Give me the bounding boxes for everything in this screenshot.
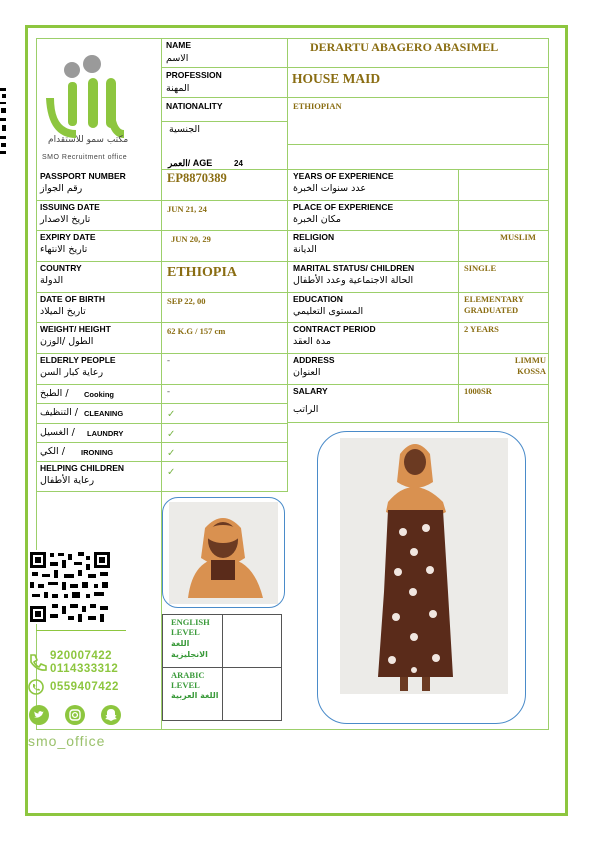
right-label-ar: العنوان — [293, 367, 321, 378]
logo-brand-arabic: مكتب سمو للاستقدام — [48, 135, 129, 145]
left-value-cell — [162, 354, 288, 385]
left-label-ar: رعاية الأطفال — [40, 475, 95, 486]
snapchat-icon[interactable] — [100, 704, 122, 726]
left-label-ar: الطول /الوزن — [40, 336, 94, 347]
left-label-ar: تاريخ الميلاد — [40, 306, 86, 317]
left-label-ar: رقم الجواز — [40, 183, 83, 194]
left-value-cell — [162, 424, 288, 443]
left-value: 62 K.G / 157 cm — [167, 326, 226, 336]
profession-label: PROFESSION — [166, 70, 222, 80]
left-value: ✓ — [167, 448, 176, 459]
right-value-cell — [459, 170, 549, 201]
instagram-icon[interactable] — [64, 704, 86, 726]
right-label-ar: الحالة الاجتماعية وعدد الأطفال — [293, 275, 414, 286]
profession-value: HOUSE MAID — [292, 71, 381, 86]
left-value-cell — [162, 462, 288, 492]
right-value: 1000SR — [464, 386, 492, 396]
right-label-ar: المستوى التعليمي — [293, 306, 364, 317]
age-value: 24 — [234, 159, 243, 168]
right-value: ELEMENTARY GRADUATED — [464, 294, 524, 315]
left-label-ar: تاريخ الانتهاء — [40, 244, 88, 255]
left-value: - — [167, 355, 170, 365]
right-label-ar: الراتب — [293, 404, 319, 415]
left-label-ar: تاريخ الاصدار — [40, 214, 91, 225]
whatsapp-number: 0559407422 — [50, 681, 119, 693]
left-label: COUNTRY — [40, 263, 82, 273]
left-label: ELDERLY PEOPLE — [40, 355, 116, 365]
left-value: SEP 22, 00 — [167, 296, 206, 306]
left-label: PASSPORT NUMBER — [40, 171, 126, 181]
nationality-label-ar: الجنسية — [169, 124, 200, 135]
left-label-ar: الغسيل / — [40, 427, 75, 438]
arabic-level-label: ARABIC LEVEL — [171, 670, 205, 690]
name-value: DERARTU ABAGERO ABASIMEL — [310, 40, 499, 54]
left-label-ar: رعاية كبار السن — [40, 367, 104, 378]
right-label: RELIGION — [293, 232, 335, 242]
left-value-cell — [162, 443, 288, 462]
right-label-ar: مدة العقد — [293, 336, 331, 347]
left-value: ✓ — [167, 467, 176, 478]
qr-code-icon — [28, 550, 112, 624]
social-handle[interactable]: smo_office — [28, 733, 106, 749]
left-value: JUN 20, 29 — [171, 234, 211, 244]
header-blank-cell — [288, 145, 549, 170]
logo-mark-icon — [36, 38, 162, 170]
right-label: EDUCATION — [293, 294, 343, 304]
right-label: MARITAL STATUS/ CHILDREN — [293, 263, 415, 273]
nationality-value: ETHIOPIAN — [293, 101, 342, 111]
logo-brand-english: SMO Recruitment office — [42, 154, 128, 161]
left-label-ar: الدولة — [40, 275, 64, 286]
whatsapp-icon — [27, 678, 45, 696]
arabic-level-label-ar: اللغة العربية — [171, 691, 219, 700]
left-label: WEIGHT/ HEIGHT — [40, 324, 111, 334]
left-value-cell — [162, 385, 288, 404]
phone-number-2: 0114333312 — [50, 663, 119, 675]
right-label: CONTRACT PERIOD — [293, 324, 376, 334]
nationality-label: NATIONALITY — [166, 101, 223, 111]
portrait-photo-frame — [162, 497, 285, 608]
twitter-icon[interactable] — [28, 704, 50, 726]
name-label: NAME — [166, 40, 192, 50]
right-value: LIMMU KOSSA — [514, 355, 546, 376]
right-label: SALARY — [293, 386, 328, 396]
left-value: EP8870389 — [167, 171, 227, 185]
right-label-ar: مكان الخبرة — [293, 214, 341, 225]
left-value: - — [167, 386, 170, 396]
profession-label-ar: المهنة — [166, 83, 190, 94]
right-value: 2 YEARS — [464, 324, 499, 334]
left-value-cell — [162, 404, 288, 424]
right-label-ar: الديانة — [293, 244, 317, 255]
left-value: ✓ — [167, 429, 176, 440]
right-label: ADDRESS — [293, 355, 335, 365]
left-value: JUN 21, 24 — [167, 204, 207, 214]
right-label: PLACE OF EXPERIENCE — [293, 202, 394, 212]
phone-number-1: 920007422 — [50, 650, 113, 662]
left-label: Cooking — [84, 390, 114, 399]
left-label: DATE OF BIRTH — [40, 294, 106, 304]
left-label: ISSUING DATE — [40, 202, 100, 212]
green-divider — [36, 630, 126, 631]
side-vertical-marks — [0, 88, 8, 158]
left-label: CLEANING — [84, 409, 124, 418]
right-value: MUSLIM — [500, 232, 536, 242]
left-label-ar: الكي / — [40, 446, 65, 457]
left-label: LAUNDRY — [87, 429, 124, 438]
left-label: EXPIRY DATE — [40, 232, 96, 242]
right-label-ar: عدد سنوات الخبرة — [293, 183, 366, 194]
age-label: العمر/ AGE — [168, 158, 213, 168]
left-label-ar: التنظيف / — [40, 407, 78, 418]
phone-icon — [27, 652, 47, 672]
english-level-label: ENGLISH LEVEL — [171, 617, 210, 637]
right-value: SINGLE — [464, 263, 497, 273]
portrait-photo — [163, 498, 284, 607]
right-label: YEARS OF EXPERIENCE — [293, 171, 394, 181]
right-value-cell — [459, 201, 549, 231]
full-body-photo-frame — [317, 431, 526, 724]
english-level-label-ar: اللغة الانجليزية — [171, 639, 208, 659]
full-body-photo — [318, 432, 525, 723]
logo — [36, 38, 162, 170]
left-label: IRONING — [81, 448, 114, 457]
left-value: ETHIOPIA — [167, 265, 238, 280]
left-label: HELPING CHILDREN — [40, 463, 125, 473]
left-label-ar: الطبخ / — [40, 388, 69, 399]
left-value: ✓ — [167, 409, 176, 420]
name-label-ar: الاسم — [166, 53, 189, 64]
